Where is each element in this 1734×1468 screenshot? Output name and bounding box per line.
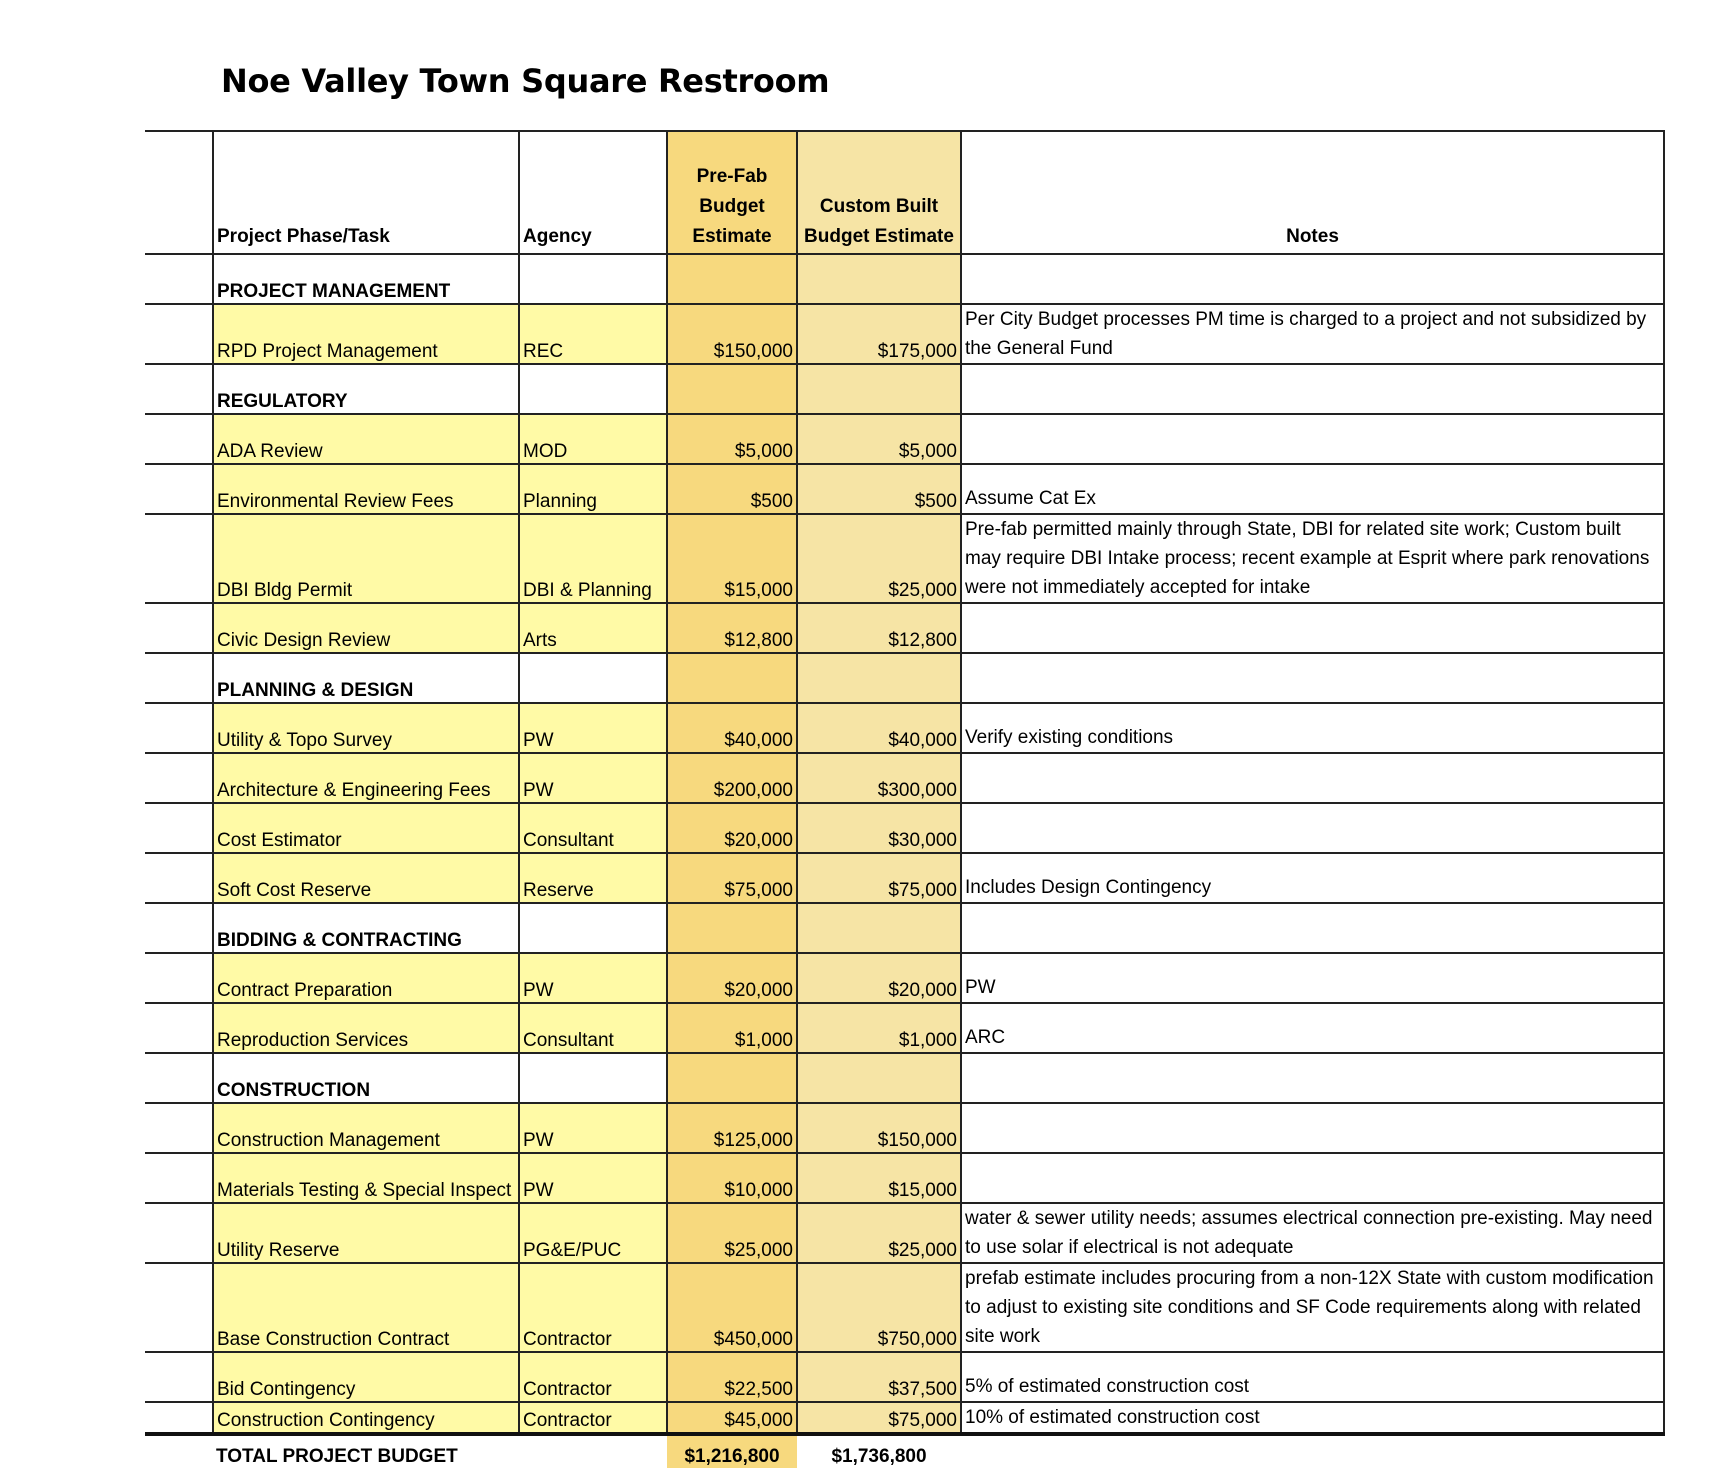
table-row [145,603,1664,653]
cell-agency: PW [519,1103,667,1153]
table-row [145,1402,1664,1434]
cell-notes: Verify existing conditions [961,703,1664,753]
cell-spacer [145,853,213,903]
cell-prefab [667,254,797,304]
cell-custom: $150,000 [797,1103,961,1153]
table-row [145,953,1664,1003]
cell-task: Construction Contingency [213,1402,519,1434]
table-body [145,254,1664,1468]
cell-spacer [145,1352,213,1402]
cell-agency: PW [519,753,667,803]
table-row [145,1203,1664,1263]
cell-agency: PW [519,953,667,1003]
cell-prefab: $15,000 [667,514,797,603]
cell-spacer [145,514,213,603]
cell-agency [519,903,667,953]
cell-spacer [145,953,213,1003]
section-row [145,1053,1664,1103]
header-spacer [145,131,213,254]
cell-notes [961,1103,1664,1153]
cell-spacer [145,414,213,464]
cell-custom [797,653,961,703]
cell-spacer [145,753,213,803]
cell-spacer [145,803,213,853]
cell-task: Reproduction Services [213,1003,519,1053]
cell-notes [961,364,1664,414]
cell-prefab: $500 [667,464,797,514]
cell-agency: Consultant [519,1003,667,1053]
cell-agency: Contractor [519,1263,667,1352]
cell-agency: REC [519,304,667,364]
cell-prefab: $150,000 [667,304,797,364]
table-row [145,753,1664,803]
cell-spacer [145,254,213,304]
cell-task: Utility & Topo Survey [213,703,519,753]
cell-custom: $20,000 [797,953,961,1003]
cell-task: PLANNING & DESIGN [213,653,519,703]
cell-spacer [145,1203,213,1263]
cell-task: Environmental Review Fees [213,464,519,514]
table-row [145,1103,1664,1153]
cell-custom: $750,000 [797,1263,961,1352]
cell-task: Architecture & Engineering Fees [213,753,519,803]
cell-task: REGULATORY [213,364,519,414]
cell-custom: $1,000 [797,1003,961,1053]
total-row [145,1434,1664,1468]
cell-agency: Reserve [519,853,667,903]
cell-custom: $40,000 [797,703,961,753]
cell-prefab: $450,000 [667,1263,797,1352]
cell-notes [961,1153,1664,1203]
cell-notes: Per City Budget processes PM time is charged to a project and not subsidized by the General Fund [961,304,1664,364]
cell-total-agency [519,1434,667,1468]
cell-notes: 5% of estimated construction cost [961,1352,1664,1402]
cell-prefab: $75,000 [667,853,797,903]
cell-spacer [145,1103,213,1153]
cell-custom: $175,000 [797,304,961,364]
table-row [145,1352,1664,1402]
cell-prefab: $45,000 [667,1402,797,1434]
cell-prefab: $5,000 [667,414,797,464]
cell-prefab: $20,000 [667,803,797,853]
cell-custom [797,1053,961,1103]
header-row [145,131,1664,254]
cell-prefab: $125,000 [667,1103,797,1153]
cell-task: Cost Estimator [213,803,519,853]
cell-notes [961,753,1664,803]
cell-task: Base Construction Contract [213,1263,519,1352]
cell-notes [961,603,1664,653]
cell-task: ADA Review [213,414,519,464]
cell-notes [961,803,1664,853]
cell-prefab: $1,000 [667,1003,797,1053]
cell-agency: Arts [519,603,667,653]
cell-notes [961,903,1664,953]
cell-total-prefab: $1,216,800 [667,1434,797,1468]
cell-spacer [145,1434,213,1468]
cell-notes: Includes Design Contingency [961,853,1664,903]
cell-notes: PW [961,953,1664,1003]
cell-spacer [145,703,213,753]
section-row [145,364,1664,414]
section-row [145,653,1664,703]
cell-notes: water & sewer utility needs; assumes electrical connection pre-existing. May need to use solar if electrical is not adequate [961,1203,1664,1263]
cell-prefab: $22,500 [667,1352,797,1402]
cell-task: Materials Testing & Special Inspect [213,1153,519,1203]
cell-custom: $75,000 [797,853,961,903]
cell-spacer [145,903,213,953]
cell-prefab [667,364,797,414]
cell-custom [797,903,961,953]
table-row [145,1263,1664,1352]
table-row [145,304,1664,364]
cell-total-custom: $1,736,800 [797,1434,961,1468]
cell-spacer [145,653,213,703]
cell-prefab: $200,000 [667,753,797,803]
table-row [145,703,1664,753]
cell-spacer [145,464,213,514]
cell-prefab [667,653,797,703]
cell-custom [797,254,961,304]
cell-notes [961,653,1664,703]
cell-spacer [145,603,213,653]
cell-custom: $5,000 [797,414,961,464]
cell-prefab [667,1053,797,1103]
cell-prefab: $12,800 [667,603,797,653]
cell-custom: $25,000 [797,1203,961,1263]
cell-spacer [145,1153,213,1203]
cell-spacer [145,304,213,364]
table-row [145,514,1664,603]
cell-custom: $75,000 [797,1402,961,1434]
budget-table [145,130,1665,1468]
cell-notes [961,1053,1664,1103]
table-row [145,464,1664,514]
cell-custom: $37,500 [797,1352,961,1402]
header-prefab-estimate: Pre-Fab Budget Estimate [667,131,797,254]
cell-notes: 10% of estimated construction cost [961,1402,1664,1434]
cell-agency [519,364,667,414]
cell-spacer [145,1053,213,1103]
cell-spacer [145,1003,213,1053]
cell-task: DBI Bldg Permit [213,514,519,603]
cell-notes: Assume Cat Ex [961,464,1664,514]
cell-agency: Planning [519,464,667,514]
header-notes: Notes [961,131,1664,254]
cell-notes: prefab estimate includes procuring from a non-12X State with custom modification to adjust to existing site conditions and SF Code requirements along with related site work [961,1263,1664,1352]
cell-notes: Pre-fab permitted mainly through State, DBI for related site work; Custom built may require DBI Intake process; recent example at Esprit where park renovations were not immediately accepted for intake [961,514,1664,603]
cell-agency: MOD [519,414,667,464]
table-row [145,1003,1664,1053]
cell-task: Contract Preparation [213,953,519,1003]
cell-agency: PG&E/PUC [519,1203,667,1263]
cell-task: Soft Cost Reserve [213,853,519,903]
header-agency: Agency [519,131,667,254]
cell-custom: $25,000 [797,514,961,603]
cell-task: PROJECT MANAGEMENT [213,254,519,304]
cell-agency: Contractor [519,1352,667,1402]
cell-custom [797,364,961,414]
cell-prefab: $10,000 [667,1153,797,1203]
table-row [145,853,1664,903]
cell-task: BIDDING & CONTRACTING [213,903,519,953]
cell-custom: $15,000 [797,1153,961,1203]
cell-spacer [145,1402,213,1434]
cell-custom: $12,800 [797,603,961,653]
page-title: Noe Valley Town Square Restroom [221,62,830,100]
cell-task: CONSTRUCTION [213,1053,519,1103]
section-row [145,254,1664,304]
cell-notes [961,254,1664,304]
cell-task: RPD Project Management [213,304,519,364]
table-row [145,803,1664,853]
cell-task: Bid Contingency [213,1352,519,1402]
cell-agency: PW [519,703,667,753]
cell-notes: ARC [961,1003,1664,1053]
header-custom-estimate: Custom Built Budget Estimate [797,131,961,254]
cell-custom: $30,000 [797,803,961,853]
cell-prefab: $25,000 [667,1203,797,1263]
cell-spacer [145,1263,213,1352]
cell-task: Utility Reserve [213,1203,519,1263]
cell-agency: Consultant [519,803,667,853]
cell-total-notes [961,1434,1664,1468]
cell-prefab: $20,000 [667,953,797,1003]
cell-prefab [667,903,797,953]
cell-agency [519,1053,667,1103]
cell-total-label: TOTAL PROJECT BUDGET [213,1434,519,1468]
header-task: Project Phase/Task [213,131,519,254]
cell-agency: DBI & Planning [519,514,667,603]
cell-agency: PW [519,1153,667,1203]
table-row [145,414,1664,464]
section-row [145,903,1664,953]
table-row [145,1153,1664,1203]
cell-notes [961,414,1664,464]
cell-custom: $300,000 [797,753,961,803]
cell-task: Construction Management [213,1103,519,1153]
cell-agency [519,254,667,304]
cell-task: Civic Design Review [213,603,519,653]
cell-custom: $500 [797,464,961,514]
cell-prefab: $40,000 [667,703,797,753]
cell-agency: Contractor [519,1402,667,1434]
cell-spacer [145,364,213,414]
cell-agency [519,653,667,703]
